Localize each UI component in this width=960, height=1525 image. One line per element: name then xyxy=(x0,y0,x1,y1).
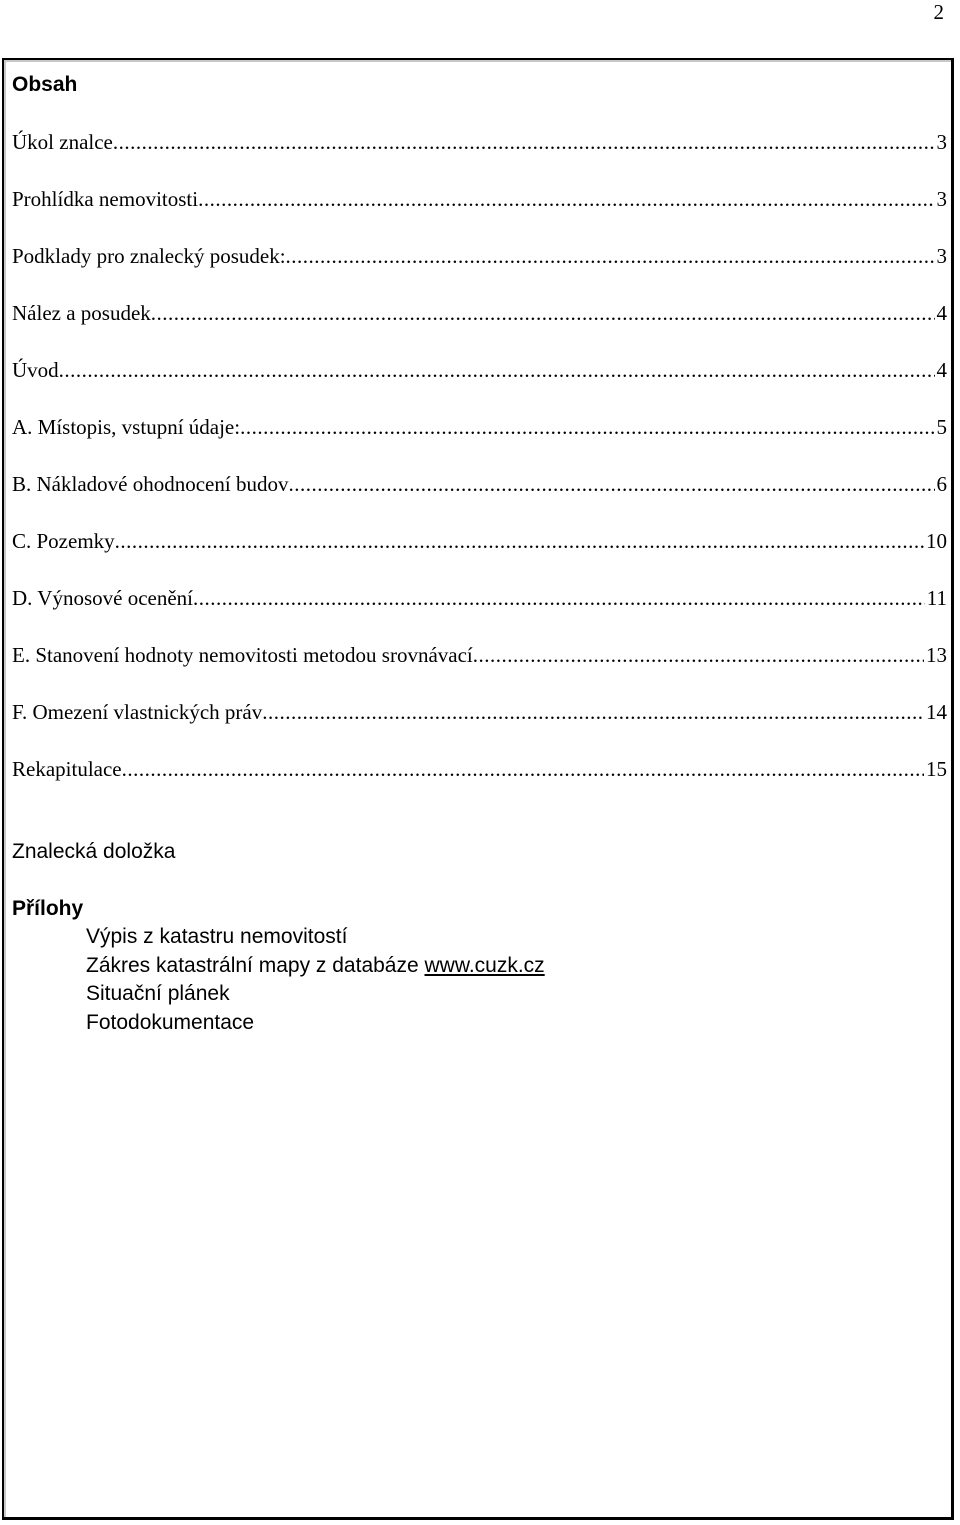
appendix-cadastral-map-text: Zákres katastrální mapy z databáze xyxy=(86,953,425,977)
toc-entry-title: Rekapitulace xyxy=(12,757,122,781)
cuzk-link[interactable]: www.cuzk.cz xyxy=(424,953,545,977)
page-number: 2 xyxy=(933,0,944,24)
toc-dot-leader xyxy=(122,755,924,783)
toc-entry-nakladove-ohodnoceni[interactable] xyxy=(12,470,947,527)
toc-entry-title: C. Pozemky xyxy=(12,529,115,553)
toc-entry-page: 11 xyxy=(926,586,947,610)
toc-dot-leader xyxy=(59,356,935,384)
toc-entry-podklady[interactable] xyxy=(12,242,947,299)
toc-entry-nalez-a-posudek[interactable] xyxy=(12,299,947,356)
toc-entry-title: B. Nákladové ohodnocení budov xyxy=(12,472,289,496)
toc-entry-pozemky[interactable] xyxy=(12,527,947,584)
toc-entry-title: Prohlídka nemovitosti xyxy=(12,187,199,211)
toc-entry-title: D. Výnosové ocenění xyxy=(12,586,193,610)
toc-entry-title: A. Místopis, vstupní údaje: xyxy=(12,415,241,439)
appendices-list xyxy=(86,923,545,1037)
toc-entry-title: E. Stanovení hodnoty nemovitosti metodou srovnávací xyxy=(12,643,473,667)
toc-entry-page: 14 xyxy=(926,700,947,724)
appendix-cadastre-extract: Výpis z katastru nemovitostí xyxy=(86,925,348,948)
toc-dot-leader xyxy=(193,584,925,612)
toc-entry-title: Nález a posudek xyxy=(12,301,151,325)
appendix-cadastral-map xyxy=(86,952,545,981)
toc-dot-leader xyxy=(262,698,924,726)
toc-entry-page: 5 xyxy=(936,415,947,439)
toc-entry-page: 3 xyxy=(936,130,947,154)
toc-entry-page: 3 xyxy=(936,187,947,211)
appendix-photo-documentation: Fotodokumentace xyxy=(86,1010,255,1034)
toc-dot-leader xyxy=(240,413,934,441)
toc-entry-prohlidka[interactable] xyxy=(12,185,947,242)
toc-entry-title: Úvod xyxy=(12,358,59,382)
expert-clause: Znalecká doložka xyxy=(12,840,176,863)
toc-entry-omezeni-prav[interactable] xyxy=(12,698,947,755)
toc-dot-leader xyxy=(473,641,924,669)
toc-entry-page: 15 xyxy=(926,757,947,781)
toc-entry-mistopis[interactable] xyxy=(12,413,947,470)
toc-entry-rekapitulace[interactable] xyxy=(12,755,947,812)
appendices-heading: Přílohy xyxy=(12,897,84,920)
toc-entry-srovnavaci-metoda[interactable] xyxy=(12,641,947,698)
toc-entry-page: 4 xyxy=(936,358,947,382)
toc-entry-title: Podklady pro znalecký posudek: xyxy=(12,244,286,268)
table-of-contents xyxy=(12,128,947,812)
toc-entry-page: 6 xyxy=(936,472,947,496)
toc-entry-vynosove-oceneni[interactable] xyxy=(12,584,947,641)
toc-entry-page: 3 xyxy=(936,244,947,268)
toc-entry-title: F. Omezení vlastnických práv xyxy=(12,700,263,724)
toc-entry-page: 13 xyxy=(926,643,947,667)
toc-dot-leader xyxy=(288,470,934,498)
toc-entry-ukol-znalce[interactable] xyxy=(12,128,947,185)
toc-entry-page: 4 xyxy=(936,301,947,325)
toc-entry-uvod[interactable] xyxy=(12,356,947,413)
toc-dot-leader xyxy=(113,128,935,156)
toc-heading: Obsah xyxy=(12,73,78,96)
toc-entry-page: 10 xyxy=(926,529,947,553)
toc-dot-leader xyxy=(151,299,935,327)
toc-entry-title: Úkol znalce xyxy=(12,130,113,154)
toc-dot-leader xyxy=(198,185,934,213)
toc-dot-leader xyxy=(115,527,924,555)
toc-dot-leader xyxy=(286,242,935,270)
appendix-site-plan: Situační plánek xyxy=(86,982,230,1005)
